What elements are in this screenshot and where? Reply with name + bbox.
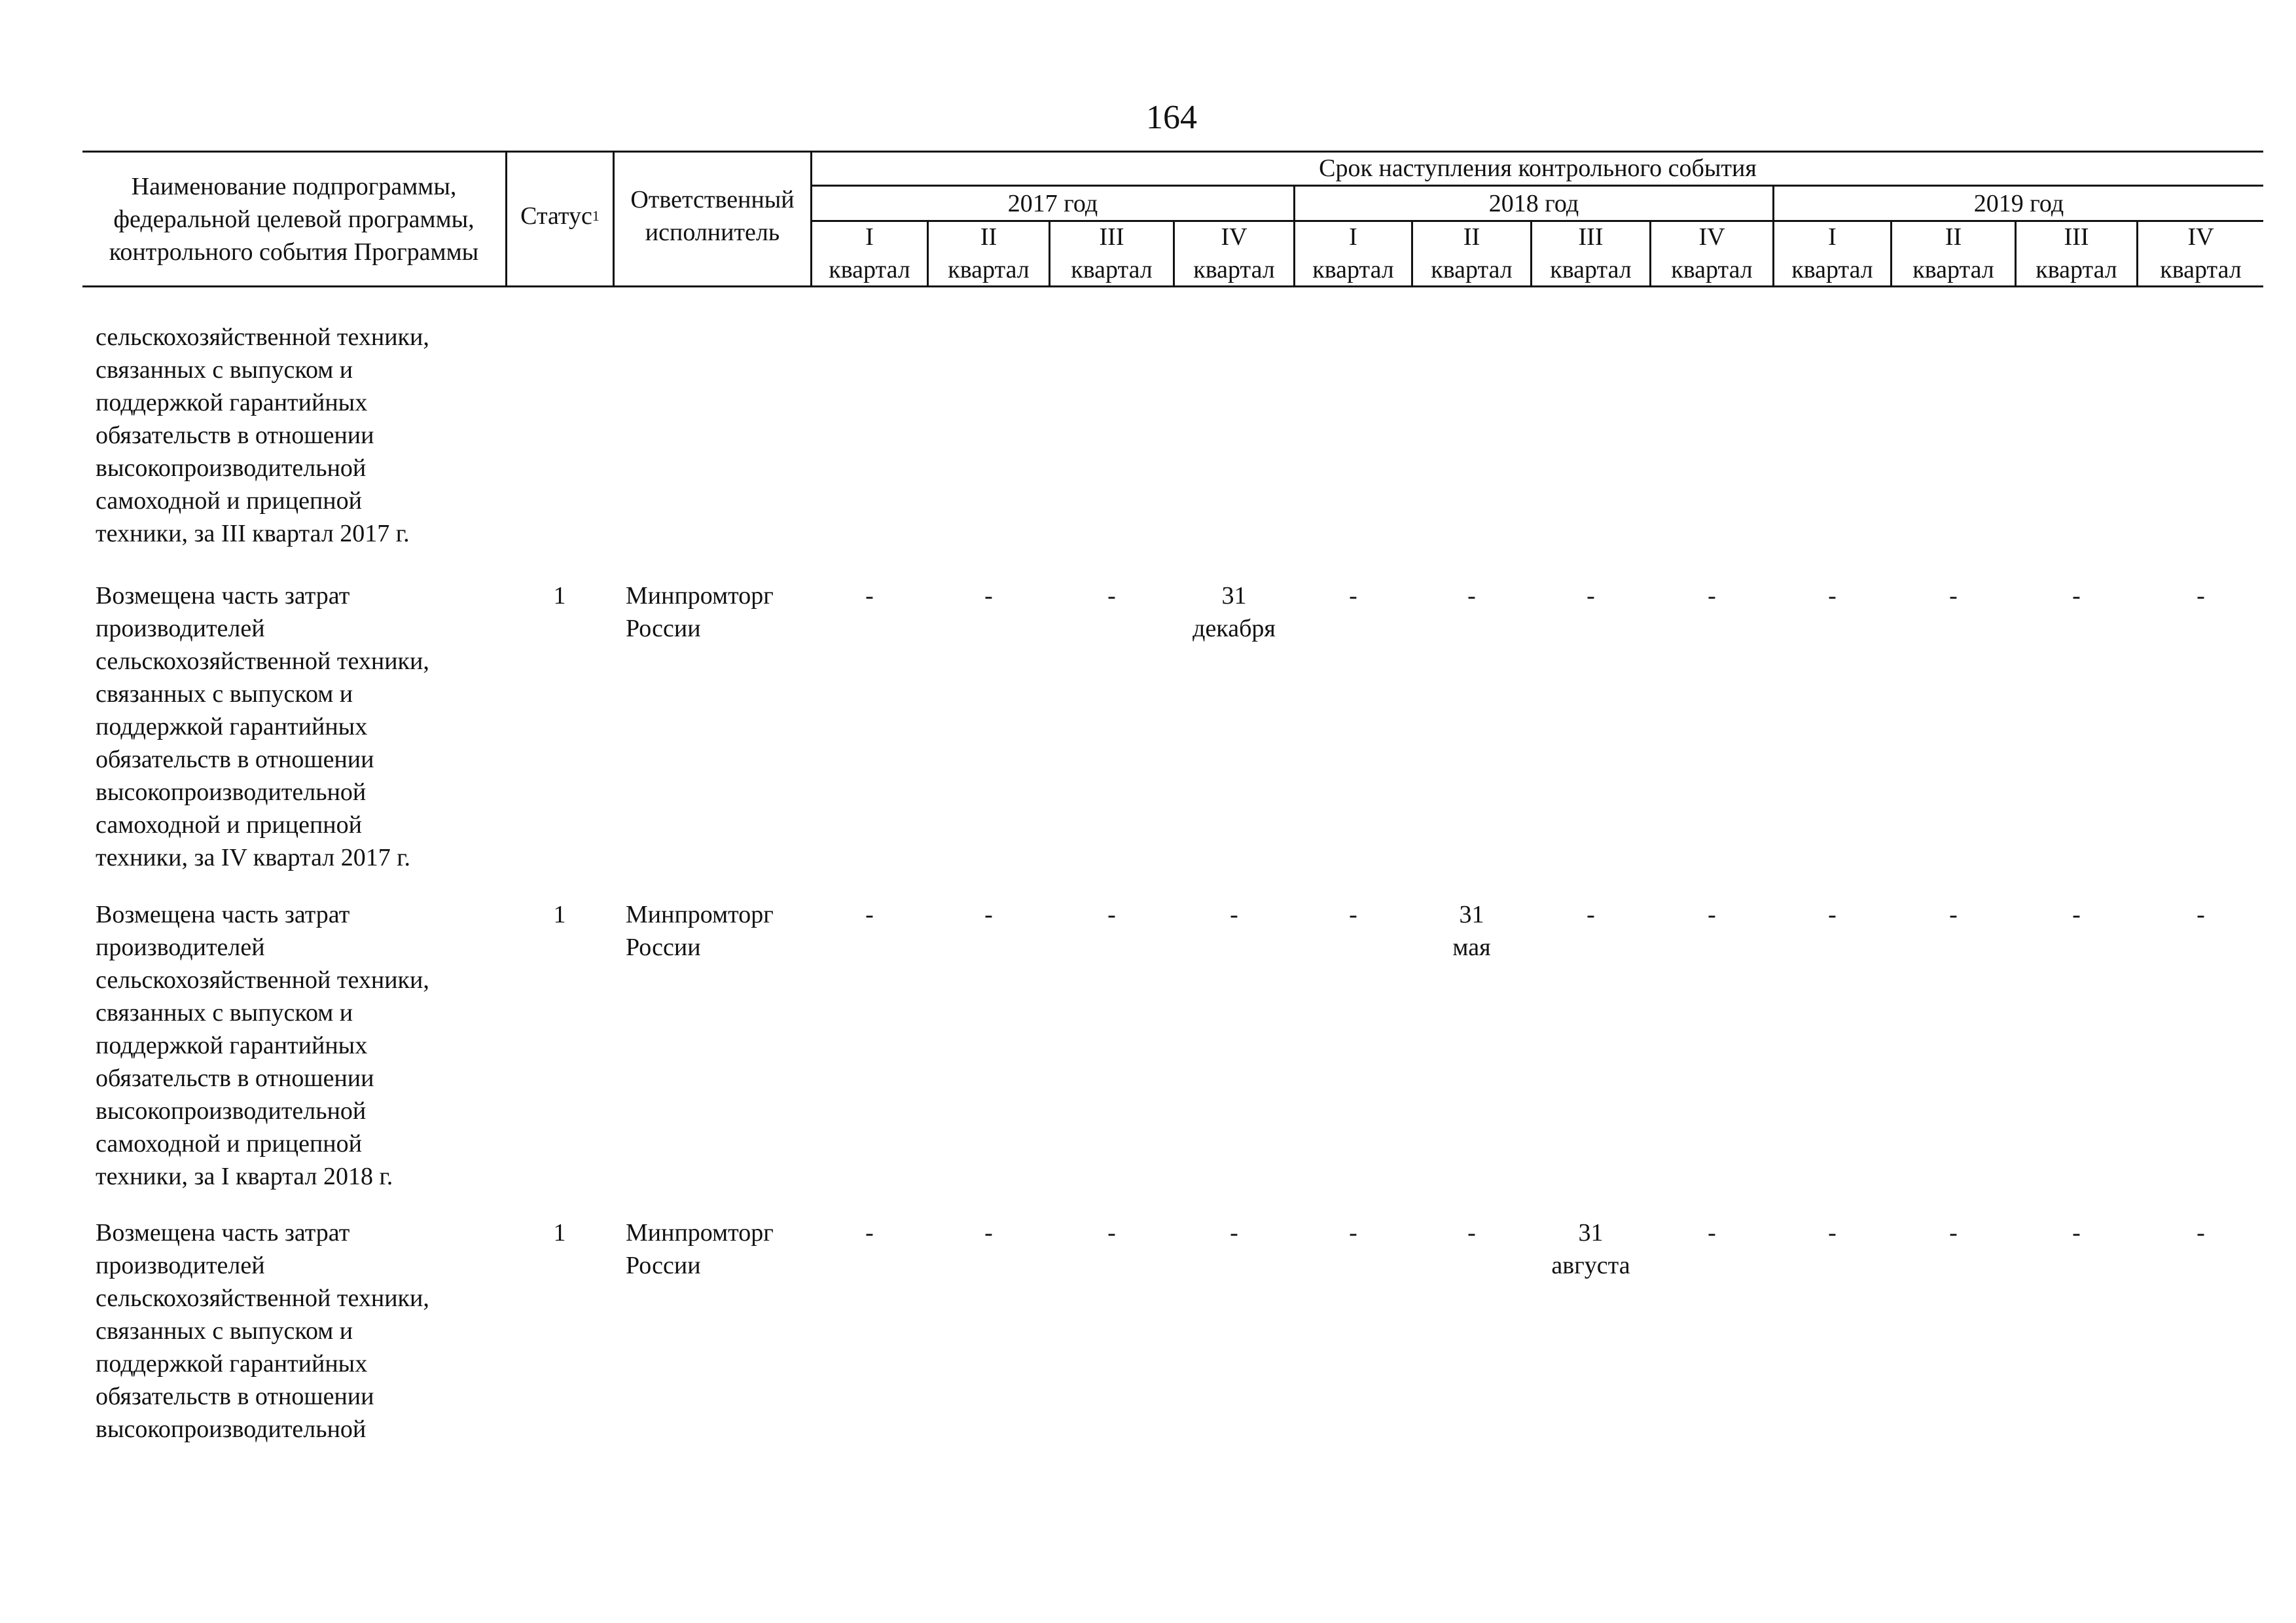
quarter-numeral: IV (1221, 223, 1247, 251)
header-quarter-12 (2138, 221, 2263, 285)
quarter-numeral: II (1463, 223, 1480, 251)
quarter-value-line: - (1230, 1219, 1238, 1247)
quarter-value (1774, 579, 1890, 612)
quarter-numeral: II (1945, 223, 1962, 251)
quarter-value (1413, 1216, 1530, 1249)
event-name-line: сельскохозяйственной техники, (96, 1285, 429, 1312)
event-name-line: связанных с выпуском и (96, 1317, 353, 1345)
quarter-value (1892, 1216, 2015, 1249)
quarter-value (929, 1216, 1049, 1249)
quarter-numeral: IV (1698, 223, 1725, 251)
event-name-line: техники, за I квартал 2018 г. (96, 1163, 393, 1190)
header-quarter-4 (1175, 221, 1293, 285)
quarter-numeral: III (2064, 223, 2089, 251)
quarter-word: квартал (1550, 256, 1632, 283)
quarter-value (929, 579, 1049, 612)
quarter-value (2138, 579, 2263, 612)
event-name-line: высокопроизводительной (96, 1415, 367, 1443)
quarter-value (1413, 898, 1530, 964)
quarter-value-line: - (1949, 1219, 1958, 1247)
quarter-value-line: - (1230, 901, 1238, 928)
quarter-value-line: - (1708, 582, 1716, 610)
quarter-word: квартал (2036, 256, 2117, 283)
event-name-line: обязательств в отношении (96, 1383, 374, 1410)
quarter-value-line: - (2197, 1219, 2205, 1247)
event-name (96, 1216, 501, 1446)
quarter-value-line: - (1349, 1219, 1357, 1247)
quarter-value-line: - (1467, 582, 1476, 610)
quarter-value-line: - (865, 582, 874, 610)
quarter-value-line: - (984, 582, 993, 610)
quarter-value-line: - (1349, 901, 1357, 928)
quarter-word: квартал (1071, 256, 1153, 283)
quarter-value (812, 579, 927, 612)
quarter-word: квартал (1671, 256, 1753, 283)
quarter-value (2017, 1216, 2136, 1249)
event-name-line: техники, за III квартал 2017 г. (96, 520, 410, 547)
quarter-value (1295, 1216, 1411, 1249)
quarter-value-line: - (1949, 582, 1958, 610)
quarter-word: квартал (1312, 256, 1394, 283)
quarter-word: квартал (2160, 256, 2242, 283)
event-name-line: поддержкой гарантийных (96, 389, 368, 416)
event-name-line: поддержкой гарантийных (96, 1032, 368, 1059)
quarter-value (1532, 579, 1649, 612)
quarter-value-line: - (2072, 582, 2081, 610)
quarter-word: квартал (1193, 256, 1275, 283)
status-value: 1 (553, 901, 566, 928)
quarter-value (1175, 579, 1293, 645)
quarter-value-line: - (1828, 582, 1837, 610)
event-name-line: самоходной и прицепной (96, 487, 362, 515)
executor (626, 1216, 822, 1282)
quarter-value (1295, 579, 1411, 612)
header-quarter-10 (1892, 221, 2015, 285)
quarter-value (2017, 898, 2136, 931)
status-value: 1 (553, 1219, 566, 1247)
quarter-value (1774, 1216, 1890, 1249)
event-name-line: высокопроизводительной (96, 778, 367, 806)
header-executor-column: Ответственный исполнитель (630, 186, 795, 246)
event-name-line: самоходной и прицепной (96, 811, 362, 839)
quarter-numeral: II (980, 223, 997, 251)
quarter-word: квартал (1791, 256, 1873, 283)
header-quarter-3 (1050, 221, 1173, 285)
event-name-line: поддержкой гарантийных (96, 713, 368, 740)
event-name-line: сельскохозяйственной техники, (96, 647, 429, 675)
quarter-value-line: - (1828, 1219, 1837, 1247)
quarter-value-line: - (1587, 582, 1595, 610)
quarter-numeral: IV (2187, 223, 2214, 251)
quarter-value-line: - (1587, 901, 1595, 928)
quarter-value (1050, 579, 1173, 612)
quarter-numeral: III (1578, 223, 1604, 251)
quarter-value-line: августа (1551, 1252, 1630, 1279)
quarter-value (2138, 1216, 2263, 1249)
quarter-value-line: 31 (1221, 582, 1247, 610)
executor-line: России (626, 1252, 701, 1279)
quarter-value-line: - (984, 1219, 993, 1247)
header-quarter-7 (1532, 221, 1649, 285)
event-name-line: высокопроизводительной (96, 454, 367, 482)
quarter-value-line: - (1949, 901, 1958, 928)
event-name-line: связанных с выпуском и (96, 999, 353, 1027)
quarter-value-line: - (2197, 901, 2205, 928)
event-name-line: производителей (96, 1252, 265, 1279)
quarter-value-line: - (865, 1219, 874, 1247)
page-number: 164 (1146, 99, 1197, 136)
quarter-value (812, 898, 927, 931)
event-name-line: техники, за IV квартал 2017 г. (96, 844, 411, 871)
event-name-line: сельскохозяйственной техники, (96, 966, 429, 994)
quarter-numeral: I (1828, 223, 1837, 251)
quarter-value-line: - (2197, 582, 2205, 610)
event-name-line: Возмещена часть затрат (96, 1219, 350, 1247)
event-name-line: Возмещена часть затрат (96, 582, 350, 610)
quarter-value (929, 898, 1049, 931)
quarter-word: квартал (1912, 256, 1994, 283)
quarter-numeral: III (1099, 223, 1124, 251)
event-name-line: обязательств в отношении (96, 422, 374, 449)
executor-line: Минпромторг (626, 582, 774, 610)
event-name-line: обязательств в отношении (96, 1065, 374, 1092)
header-year-2018: 2018 год (1488, 189, 1579, 217)
quarter-value-line: - (1467, 1219, 1476, 1247)
event-name-line: Возмещена часть затрат (96, 901, 350, 928)
quarter-value (1892, 898, 2015, 931)
quarter-value (1175, 898, 1293, 931)
quarter-value (1050, 1216, 1173, 1249)
event-name-line: сельскохозяйственной техники, (96, 323, 429, 351)
event-name (96, 321, 501, 550)
header-status-column: Статус 1 (520, 202, 600, 230)
executor-line: России (626, 934, 701, 961)
quarter-value-line: 31 (1459, 901, 1484, 928)
quarter-value (1532, 898, 1649, 931)
quarter-value-line: - (865, 901, 874, 928)
event-name (96, 898, 501, 1193)
header-quarter-9 (1774, 221, 1890, 285)
event-name (96, 579, 501, 874)
quarter-value-line: - (1708, 1219, 1716, 1247)
quarter-value (1651, 1216, 1772, 1249)
quarter-value (1892, 579, 2015, 612)
quarter-value-line: 31 (1578, 1219, 1604, 1247)
quarter-value (1774, 898, 1890, 931)
quarter-value-line: - (1107, 901, 1116, 928)
event-name-line: связанных с выпуском и (96, 356, 353, 384)
executor-line: Минпромторг (626, 901, 774, 928)
quarter-numeral: I (865, 223, 874, 251)
status-value: 1 (553, 582, 566, 610)
quarter-value (1532, 1216, 1649, 1282)
quarter-value-line: - (2072, 901, 2081, 928)
header-year-2017: 2017 год (1007, 189, 1098, 217)
header-quarter-6 (1413, 221, 1530, 285)
event-name-line: самоходной и прицепной (96, 1130, 362, 1158)
event-name-line: связанных с выпуском и (96, 680, 353, 708)
header-quarter-2 (929, 221, 1049, 285)
executor (626, 579, 822, 645)
quarter-value-line: декабря (1193, 615, 1276, 642)
event-name-line: производителей (96, 615, 265, 642)
quarter-value (2138, 898, 2263, 931)
quarter-word: квартал (829, 256, 910, 283)
executor (626, 898, 822, 964)
header-year-2019: 2019 год (1973, 189, 2064, 217)
quarter-numeral: I (1349, 223, 1357, 251)
quarter-value-line: - (1107, 582, 1116, 610)
quarter-value-line: - (984, 901, 993, 928)
quarter-value-line: мая (1452, 934, 1491, 961)
event-name-line: обязательств в отношении (96, 746, 374, 773)
quarter-value (1175, 1216, 1293, 1249)
header-quarter-1 (812, 221, 927, 285)
event-name-line: высокопроизводительной (96, 1097, 367, 1125)
event-name-line: производителей (96, 934, 265, 961)
executor-line: России (626, 615, 701, 642)
quarter-word: квартал (948, 256, 1030, 283)
quarter-value-line: - (1828, 901, 1837, 928)
quarter-value (1413, 579, 1530, 612)
quarter-value (1295, 898, 1411, 931)
event-name-line: поддержкой гарантийных (96, 1350, 368, 1377)
header-quarter-8 (1651, 221, 1772, 285)
header-quarter-11 (2017, 221, 2136, 285)
quarter-word: квартал (1431, 256, 1513, 283)
header-quarter-5 (1295, 221, 1411, 285)
quarter-value (1050, 898, 1173, 931)
header-deadline-title: Срок наступления контрольного события (1319, 155, 1757, 182)
quarter-value-line: - (2072, 1219, 2081, 1247)
quarter-value-line: - (1708, 901, 1716, 928)
quarter-value-line: - (1107, 1219, 1116, 1247)
executor-line: Минпромторг (626, 1219, 774, 1247)
quarter-value (812, 1216, 927, 1249)
quarter-value (1651, 898, 1772, 931)
header-name-column: Наименование подпрограммы, федеральной целевой программы, контрольного события Программы (109, 173, 479, 266)
quarter-value (1651, 579, 1772, 612)
quarter-value (2017, 579, 2136, 612)
quarter-value-line: - (1349, 582, 1357, 610)
